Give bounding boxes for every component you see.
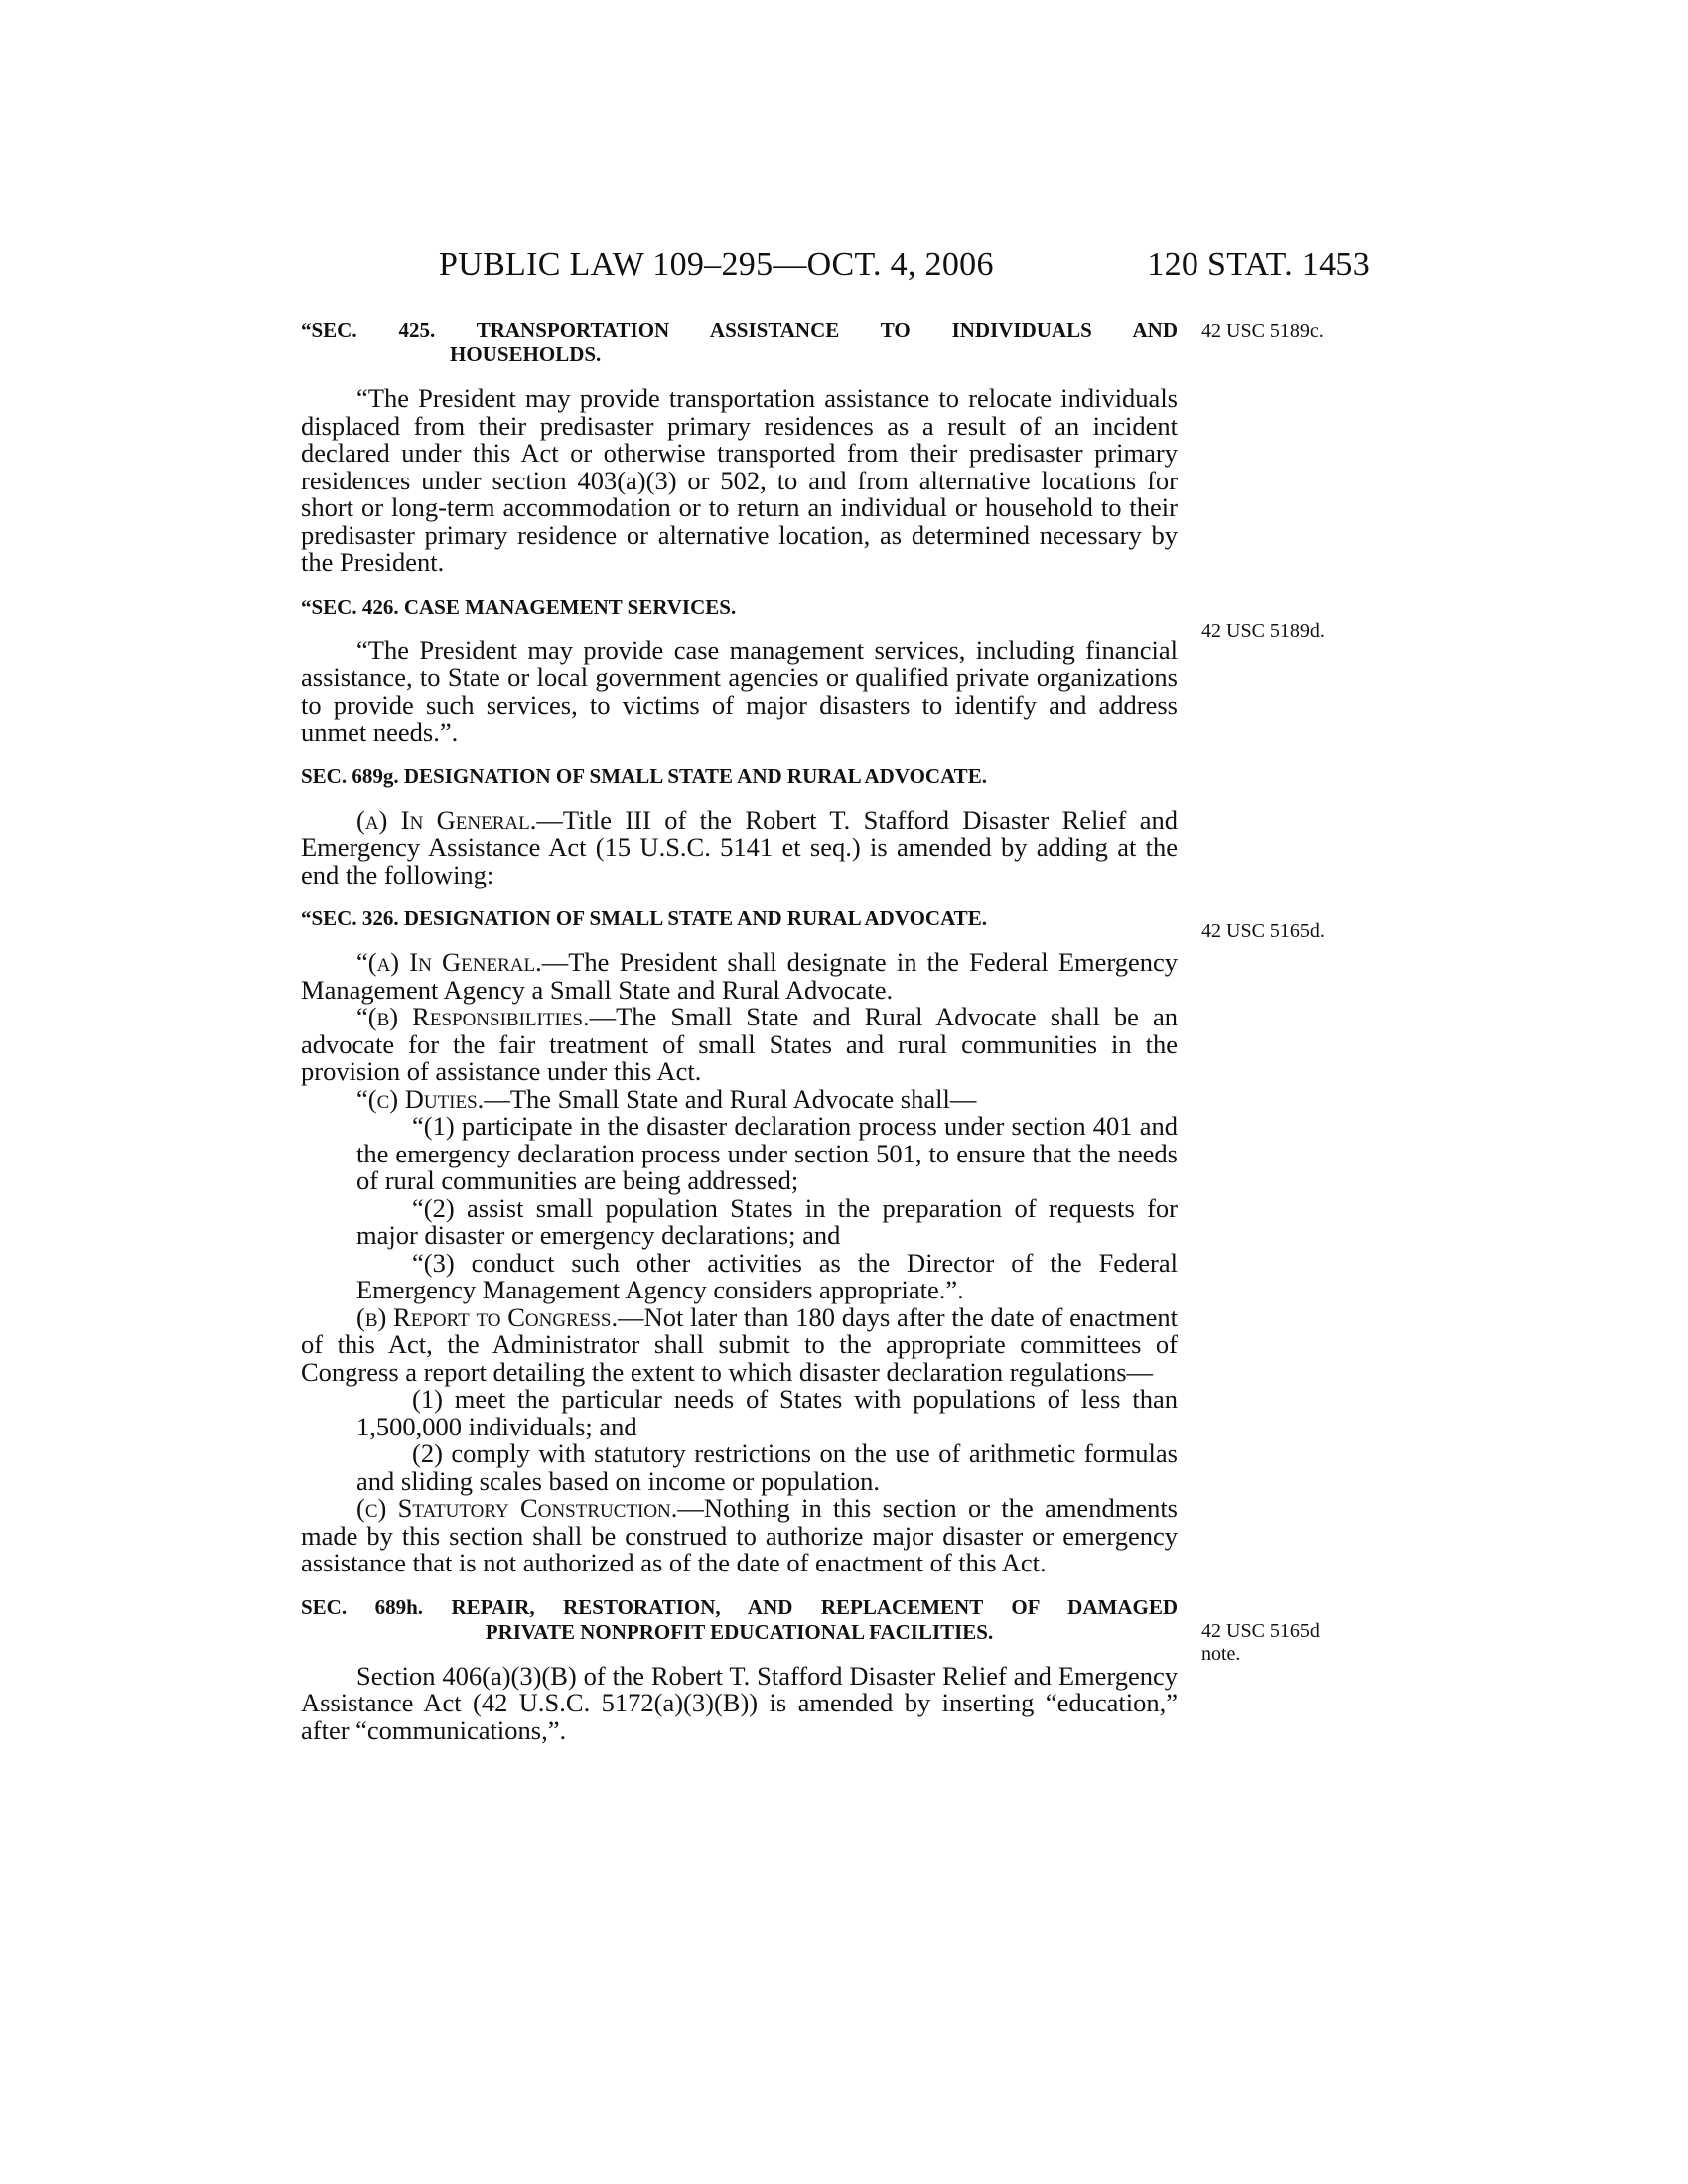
section-689g-b [301, 1301, 1179, 1387]
header-citation: PUBLIC LAW 109–295—OCT. 4, 2006 [439, 246, 994, 283]
section-689g-c [301, 1495, 1178, 1577]
section-689h-heading-line2: PRIVATE NONPROFIT EDUCATIONAL FACILITIES. [485, 1619, 994, 1644]
section-425-heading-line2: HOUSEHOLDS. [450, 342, 602, 366]
section-426-text: “The President may provide case management services, including financial assistance, to State or local government agencies or qualified private organizations to provide such services, to victims of major disasters to identify and address unmet needs.”. [301, 634, 1178, 747]
section-689g-b-label: (b) Report to Congress. [356, 1301, 619, 1332]
section-326-heading: “SEC. 326. DESIGNATION OF SMALL STATE AND RURAL ADVOCATE. [301, 906, 987, 930]
section-426-heading: “SEC. 426. CASE MANAGEMENT SERVICES. [301, 594, 737, 618]
margin-note-5189c: 42 USC 5189c. [1201, 320, 1324, 341]
section-689g-a-label: (a) In General. [356, 804, 537, 835]
section-689g-heading: SEC. 689g. DESIGNATION OF SMALL STATE AND RURAL ADVOCATE. [301, 763, 987, 788]
section-425-heading-line1: “SEC. 425. TRANSPORTATION ASSISTANCE TO INDIVIDUALS AND [301, 318, 1178, 341]
section-326-c1: “(1) participate in the disaster declaration process under section 401 and the emergency declaration process under section 501, to ensure that the needs of rural communities are being addressed; [356, 1111, 1178, 1195]
section-689g-c-label: (c) Statutory Construction. [356, 1493, 678, 1523]
margin-note-5165d: 42 USC 5165d. [1201, 920, 1325, 942]
page-header [298, 246, 1370, 290]
margin-note-5189d: 42 USC 5189d. [1201, 620, 1325, 642]
section-425-text: “The President may provide transportation assistance to relocate individuals displaced from their predisaster primary residences as a result of an incident declared under this Act or otherwise transported from their predisaster primary residences under section 403(a)(3) or 502, to and from alternative locations for short or long-term accommodation or to return an individual or household to their predisaster primary residence or alternative location, as determined necessary by the President. [301, 383, 1178, 577]
section-689g-a [301, 804, 1178, 889]
section-689g-b-text: —Not later than 180 days after the date of enactment of this Act, the Administrator shall submit to the appropriate committees of Congress a report detailing the extent to which disaster declaration regulations— [301, 1301, 1179, 1387]
section-326-b [301, 1004, 1178, 1086]
section-689h-text: Section 406(a)(3)(B) of the Robert T. Stafford Disaster Relief and Emergency Assistance Act (42 U.S.C. 5172(a)(3)(B)) is amended by inserting “education,” after “communications,”. [301, 1660, 1178, 1745]
section-326-c2: “(2) assist small population States in the preparation of requests for major disaster or emergency declarations; and [356, 1192, 1178, 1250]
section-326-c-text: —The Small State and Rural Advocate shall— [484, 1083, 977, 1114]
section-689g-b1: (1) meet the particular needs of States with populations of less than 1,500,000 individuals; and [356, 1384, 1178, 1441]
section-689h-heading [301, 1595, 1178, 1645]
margin-note-5165d-line1: 42 USC 5165d [1201, 1620, 1320, 1642]
section-326-a-text: —The President shall designate in the Federal Emergency Management Agency a Small State and Rural Advocate. [301, 947, 1178, 1005]
header-stat-page: 120 STAT. 1453 [1147, 246, 1370, 283]
section-326-a-label: “(a) In General. [356, 947, 542, 977]
section-689g-b2: (2) comply with statutory restrictions on the use of arithmetic formulas and sliding scales based on income or population. [356, 1438, 1178, 1496]
section-326-c3: “(3) conduct such other activities as the Director of the Federal Emergency Management Agency considers appropriate.”. [356, 1247, 1178, 1304]
section-326-c [301, 1083, 1178, 1114]
document-body [301, 318, 1178, 1744]
section-326-a [301, 949, 1178, 1004]
margin-note-5165d-note [1201, 1620, 1370, 1666]
section-326-b-text: —The Small State and Rural Advocate shall be an advocate for the fair treatment of small States and rural communities in the provision of assistance under this Act. [301, 1002, 1178, 1086]
section-689g-a-text: —Title III of the Robert T. Stafford Disaster Relief and Emergency Assistance Act (15 U.S.C. 5141 et seq.) is amended by adding at the end the following: [301, 804, 1178, 889]
section-425-heading [301, 318, 1178, 367]
margin-note-5165d-line2: note. [1201, 1643, 1241, 1665]
section-689g-c-text: —Nothing in this section or the amendments made by this section shall be construed to authorize major disaster or emergency assistance that is not authorized as of the date of enactment of this Act. [301, 1493, 1178, 1577]
section-326-b-label: “(b) Responsibilities. [356, 1002, 590, 1031]
section-689h-heading-line1: SEC. 689h. REPAIR, RESTORATION, AND REPLACEMENT OF DAMAGED [301, 1594, 1178, 1619]
section-326-c-label: “(c) Duties. [356, 1083, 485, 1114]
